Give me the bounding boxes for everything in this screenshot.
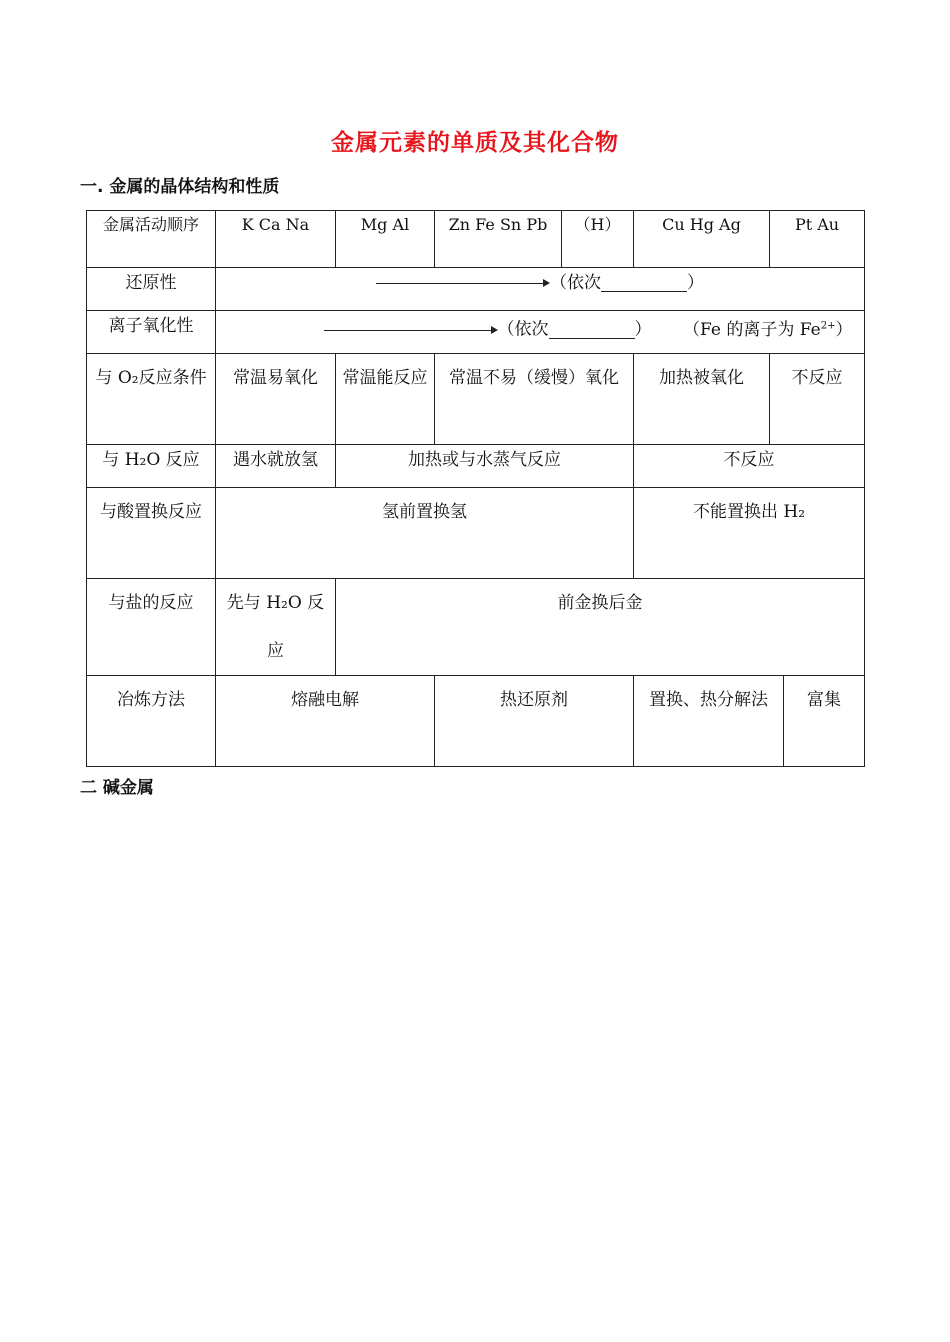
table-row <box>87 311 865 354</box>
trend-suffix: ） <box>687 273 704 293</box>
row-label-oxidizing: 离子氧化性 <box>87 311 216 354</box>
fill-in-blank[interactable] <box>601 269 687 292</box>
metal-group: Cu Hg Ag <box>634 211 770 268</box>
row-label-h2o: 与 H₂O 反应 <box>87 445 216 488</box>
table-cell: 不反应 <box>770 354 865 445</box>
table-row <box>87 211 865 268</box>
table-cell: 熔融电解 <box>216 676 435 767</box>
table-cell: 遇水就放氢 <box>216 445 336 488</box>
metal-group: （H） <box>562 211 634 268</box>
table-cell: 先与 H₂O 反应 <box>216 579 336 676</box>
metal-properties-table <box>86 210 865 767</box>
table-cell: 常温能反应 <box>336 354 435 445</box>
table-cell: 不反应 <box>634 445 865 488</box>
table-row <box>87 579 865 676</box>
table-cell: 置换、热分解法 <box>634 676 784 767</box>
oxidizing-trend-cell <box>216 311 865 354</box>
page-title: 金属元素的单质及其化合物 <box>331 130 619 156</box>
table-row <box>87 268 865 311</box>
trend-prefix: （依次 <box>497 319 549 340</box>
table-cell: 不能置换出 H₂ <box>634 488 865 579</box>
row-label-reducing: 还原性 <box>87 268 216 311</box>
table-cell: 常温易氧化 <box>216 354 336 445</box>
row-label-salt: 与盐的反应 <box>87 579 216 676</box>
arrow-right-icon <box>376 283 548 284</box>
table-cell: 加热被氧化 <box>634 354 770 445</box>
metal-group: K Ca Na <box>216 211 336 268</box>
metal-group: Pt Au <box>770 211 865 268</box>
trend-prefix: （依次 <box>550 273 601 293</box>
section-heading-structure: 一. 金属的晶体结构和性质 <box>80 177 280 197</box>
table-row <box>87 354 865 445</box>
table-row <box>87 488 865 579</box>
table-cell: 氢前置换氢 <box>216 488 634 579</box>
reducing-trend-cell <box>216 268 865 311</box>
row-label-activity-series: 金属活动顺序 <box>87 211 216 268</box>
table-cell: 热还原剂 <box>435 676 634 767</box>
arrow-right-icon <box>324 330 496 331</box>
table-cell: 常温不易（缓慢）氧化 <box>435 354 634 445</box>
trend-suffix: ） <box>634 319 652 340</box>
table-cell: 富集 <box>784 676 865 767</box>
table-cell: 前金换后金 <box>336 579 865 676</box>
row-label-o2: 与 O₂反应条件 <box>87 354 216 445</box>
table-row <box>87 445 865 488</box>
section-heading-alkali: 二 碱金属 <box>80 778 154 798</box>
fill-in-blank[interactable] <box>549 316 635 339</box>
row-label-acid: 与酸置换反应 <box>87 488 216 579</box>
table-row <box>87 676 865 767</box>
metal-group: Zn Fe Sn Pb <box>435 211 562 268</box>
table-cell: 加热或与水蒸气反应 <box>336 445 634 488</box>
fe-ion-note: （Fe 的离子为 $Fe^{2+}$） <box>691 319 853 340</box>
row-label-smelting: 冶炼方法 <box>87 676 216 767</box>
metal-group: Mg Al <box>336 211 435 268</box>
